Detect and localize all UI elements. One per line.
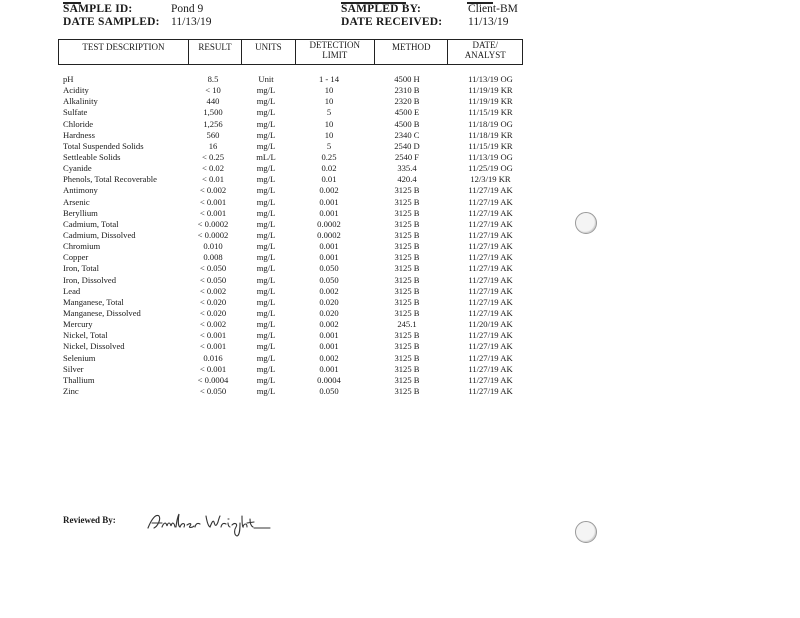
cell-method: 3125 B [394,330,420,341]
table-row [58,330,528,341]
cell-units: mg/L [256,385,276,396]
cell-date-analyst: 11/27/19 AK [468,241,513,252]
cell-test-description: Manganese, Dissolved [63,307,141,318]
cell-units: mg/L [256,274,276,285]
table-row [58,219,528,230]
cell-units: mg/L [256,285,276,296]
cell-date-analyst: 11/27/19 AK [468,185,513,196]
cell-units: mg/L [256,118,276,129]
cell-detection-limit: 0.02 [321,163,337,174]
cell-test-description: Lead [63,285,81,296]
cell-test-description: Sulfate [63,107,88,118]
col-units: UNITS [242,40,295,65]
cell-units: mg/L [256,107,276,118]
cell-method: 3125 B [394,363,420,374]
cell-result: < 0.0004 [197,374,229,385]
cell-units: mg/L [256,341,276,352]
cell-units: mg/L [256,319,276,330]
cell-method: 2320 B [394,96,420,107]
cell-result: < 0.001 [199,341,227,352]
table-row [58,107,528,118]
cell-test-description: Chloride [63,118,94,129]
cell-method: 335.4 [397,163,417,174]
cell-detection-limit: 0.0002 [317,218,341,229]
date-sampled-field [63,16,212,28]
cell-date-analyst: 11/27/19 AK [468,252,513,263]
reviewer-signature [144,508,274,538]
cell-result: < 0.002 [199,285,227,296]
results-table-header [58,39,523,65]
cell-method: 4500 E [394,107,420,118]
cell-units: mg/L [256,218,276,229]
date-sampled-value: 11/13/19 [171,16,212,28]
cell-method: 3125 B [394,185,420,196]
cell-detection-limit: 10 [324,85,334,96]
cell-date-analyst: 11/15/19 KR [468,140,513,151]
sampled-by-label: SAMPLED BY: [341,3,422,15]
table-row [58,341,528,352]
cell-method: 2310 B [394,85,420,96]
cell-test-description: Selenium [63,352,96,363]
cell-detection-limit: 0.001 [319,363,339,374]
table-row [58,185,528,196]
table-row [58,74,528,85]
sample-id-label: SAMPLE ID: [63,3,133,15]
cell-units: mg/L [256,307,276,318]
cell-detection-limit: 0.001 [319,341,339,352]
cell-method: 4500 H [394,74,420,84]
cell-method: 3125 B [394,252,420,263]
sampled-by-field [341,3,518,15]
table-row [58,252,528,263]
cell-units: mL/L [256,151,276,162]
cell-test-description: Mercury [63,319,93,330]
cell-units: mg/L [256,229,276,240]
cell-test-description: pH [63,74,74,84]
table-row [58,263,528,274]
cell-detection-limit: 1 - 14 [318,74,340,84]
cell-units: mg/L [256,196,276,207]
cell-units: mg/L [256,140,276,151]
cell-test-description: Alkalinity [63,96,98,107]
cell-result: < 0.0002 [197,218,229,229]
cell-detection-limit: 0.001 [319,241,339,252]
cell-detection-limit: 0.050 [319,274,339,285]
date-sampled-label: DATE SAMPLED: [63,16,160,28]
cell-result: < 0.0002 [197,229,229,240]
results-table-body [58,74,528,397]
cell-test-description: Silver [63,363,84,374]
cell-method: 2540 D [394,140,420,151]
cell-test-description: Manganese, Total [63,296,124,307]
cell-method: 3125 B [394,307,420,318]
col-date-analyst-line1: DATE/ [472,40,498,50]
cell-test-description: Cadmium, Total [63,218,119,229]
binder-hole-top [575,212,597,234]
cell-result: < 0.001 [199,330,227,341]
table-row [58,230,528,241]
cell-units: mg/L [256,85,276,96]
cell-test-description: Antimony [63,185,98,196]
cell-result: < 0.020 [199,296,227,307]
cell-detection-limit: 10 [324,129,334,140]
table-row [58,163,528,174]
cell-detection-limit: 0.25 [321,151,337,162]
table-row [58,152,528,163]
cell-units: mg/L [256,352,276,363]
cell-test-description: Phenols, Total Recoverable [63,174,157,185]
cell-units: mg/L [256,296,276,307]
cell-detection-limit: 0.050 [319,263,339,274]
table-row [58,375,528,386]
cell-test-description: Acidity [63,85,89,96]
cell-units: mg/L [256,252,276,263]
cell-method: 3125 B [394,385,420,396]
cell-detection-limit: 0.001 [319,252,339,263]
cell-units: mg/L [256,163,276,174]
table-row [58,197,528,208]
cell-test-description: Cadmium, Dissolved [63,229,136,240]
cell-date-analyst: 11/27/19 AK [468,307,513,318]
cell-detection-limit: 0.0002 [317,229,341,240]
cell-result: < 0.001 [199,363,227,374]
col-method: METHOD [375,40,448,65]
cell-method: 3125 B [394,241,420,252]
cell-result: < 0.02 [201,163,225,174]
cell-detection-limit: 10 [324,96,334,107]
cell-date-analyst: 11/15/19 KR [468,107,513,118]
cell-detection-limit: 0.0004 [317,374,341,385]
cell-method: 3125 B [394,352,420,363]
cell-method: 3125 B [394,296,420,307]
cell-units: mg/L [256,185,276,196]
cell-units: mg/L [256,129,276,140]
cell-result: 1,256 [203,118,223,129]
cell-date-analyst: 11/25/19 OG [468,163,513,174]
signature-name: Amber Wright [144,508,150,509]
cell-date-analyst: 11/27/19 AK [468,352,513,363]
cell-method: 2540 F [394,151,420,162]
cell-result: < 0.050 [199,263,227,274]
reviewed-by-label: Reviewed By: [63,515,116,525]
binder-hole-bottom [575,521,597,543]
cell-method: 3125 B [394,196,420,207]
cell-date-analyst: 12/3/19 KR [470,174,511,185]
cell-units: mg/L [256,174,276,185]
cell-method: 3125 B [394,229,420,240]
cell-date-analyst: 11/27/19 AK [468,285,513,296]
cell-units: mg/L [256,263,276,274]
cell-result: 560 [206,129,220,140]
table-row [58,286,528,297]
cell-test-description: Chromium [63,241,101,252]
cell-result: < 0.002 [199,319,227,330]
col-date-analyst-line2: ANALYST [464,50,506,60]
cell-detection-limit: 0.020 [319,307,339,318]
cell-date-analyst: 11/13/19 OG [468,151,513,162]
table-row [58,386,528,397]
table-row [58,141,528,152]
cell-result: < 10 [205,85,221,96]
cell-date-analyst: 11/18/19 OG [468,118,513,129]
cell-date-analyst: 11/18/19 KR [468,129,513,140]
cell-test-description: Settleable Solids [63,151,121,162]
cell-method: 3125 B [394,207,420,218]
cell-test-description: Arsenic [63,196,90,207]
cell-result: 16 [208,140,218,151]
cell-result: < 0.25 [201,151,225,162]
table-row [58,241,528,252]
col-result: RESULT [188,40,241,65]
table-row [58,364,528,375]
date-received-field [341,16,509,28]
table-row [58,174,528,185]
cell-units: mg/L [256,207,276,218]
col-detection-limit-line1: DETECTION [309,40,361,50]
cell-date-analyst: 11/13/19 OG [468,74,513,84]
cell-date-analyst: 11/20/19 AK [468,319,513,330]
cell-detection-limit: 5 [326,140,332,151]
cell-date-analyst: 11/27/19 AK [468,263,513,274]
cell-units: mg/L [256,374,276,385]
cell-result: < 0.001 [199,207,227,218]
cell-test-description: Copper [63,252,89,263]
cell-units: Unit [258,74,274,84]
cell-date-analyst: 11/27/19 AK [468,363,513,374]
cell-method: 4500 B [394,118,420,129]
cell-date-analyst: 11/27/19 AK [468,385,513,396]
cell-method: 2340 C [394,129,420,140]
cell-method: 3125 B [394,285,420,296]
cell-test-description: Beryllium [63,207,98,218]
cell-detection-limit: 0.001 [319,207,339,218]
cell-method: 3125 B [394,374,420,385]
cell-result: < 0.002 [199,185,227,196]
cell-units: mg/L [256,96,276,107]
cell-detection-limit: 10 [324,118,334,129]
cell-units: mg/L [256,241,276,252]
cell-test-description: Nickel, Dissolved [63,341,125,352]
cell-detection-limit: 0.001 [319,330,339,341]
cell-date-analyst: 11/27/19 AK [468,374,513,385]
cell-date-analyst: 11/19/19 KR [468,85,513,96]
table-row [58,275,528,286]
cell-date-analyst: 11/27/19 AK [468,274,513,285]
cell-result: < 0.001 [199,196,227,207]
cell-result: 8.5 [207,74,219,84]
col-detection-limit-line2: LIMIT [322,50,348,60]
cell-test-description: Total Suspended Solids [63,140,144,151]
table-row [58,308,528,319]
cell-method: 3125 B [394,341,420,352]
cell-result: 0.016 [203,352,223,363]
cell-result: 0.008 [203,252,223,263]
date-received-value: 11/13/19 [468,16,509,28]
cell-result: < 0.050 [199,274,227,285]
cell-date-analyst: 11/27/19 AK [468,341,513,352]
cell-date-analyst: 11/27/19 AK [468,330,513,341]
cell-units: mg/L [256,363,276,374]
cell-date-analyst: 11/19/19 KR [468,96,513,107]
cell-detection-limit: 5 [326,107,332,118]
col-detection-limit [295,40,375,65]
table-row [58,96,528,107]
cell-detection-limit: 0.002 [319,352,339,363]
cell-test-description: Zinc [63,385,79,396]
sampled-by-value: Client-BM [468,3,518,15]
table-row [58,85,528,96]
cell-detection-limit: 0.002 [319,185,339,196]
cell-date-analyst: 11/27/19 AK [468,207,513,218]
cell-detection-limit: 0.050 [319,385,339,396]
table-row [58,130,528,141]
cell-result: 1,500 [203,107,223,118]
cell-detection-limit: 0.020 [319,296,339,307]
table-row [58,119,528,130]
cell-test-description: Cyanide [63,163,92,174]
cell-date-analyst: 11/27/19 AK [468,218,513,229]
cell-test-description: Nickel, Total [63,330,108,341]
cell-units: mg/L [256,330,276,341]
table-row [58,319,528,330]
cell-result: < 0.01 [201,174,225,185]
cell-method: 245.1 [397,319,417,330]
cell-test-description: Iron, Dissolved [63,274,116,285]
cell-date-analyst: 11/27/19 AK [468,229,513,240]
cell-result: < 0.050 [199,385,227,396]
cell-detection-limit: 0.002 [319,285,339,296]
cell-result: < 0.020 [199,307,227,318]
cell-test-description: Iron, Total [63,263,99,274]
col-test-description: TEST DESCRIPTION [59,40,189,65]
cell-method: 420.4 [397,174,417,185]
table-row [58,353,528,364]
sample-id-field [63,3,204,15]
cell-test-description: Hardness [63,129,95,140]
cell-result: 0.010 [203,241,223,252]
cell-date-analyst: 11/27/19 AK [468,296,513,307]
table-row [58,208,528,219]
cell-result: 440 [206,96,220,107]
col-date-analyst [448,40,523,65]
sample-id-value: Pond 9 [171,3,204,15]
cell-detection-limit: 0.001 [319,196,339,207]
cell-test-description: Thallium [63,374,95,385]
table-row [58,297,528,308]
cell-date-analyst: 11/27/19 AK [468,196,513,207]
date-received-label: DATE RECEIVED: [341,16,443,28]
cell-method: 3125 B [394,274,420,285]
cell-detection-limit: 0.01 [321,174,337,185]
cell-method: 3125 B [394,263,420,274]
cell-method: 3125 B [394,218,420,229]
cell-detection-limit: 0.002 [319,319,339,330]
